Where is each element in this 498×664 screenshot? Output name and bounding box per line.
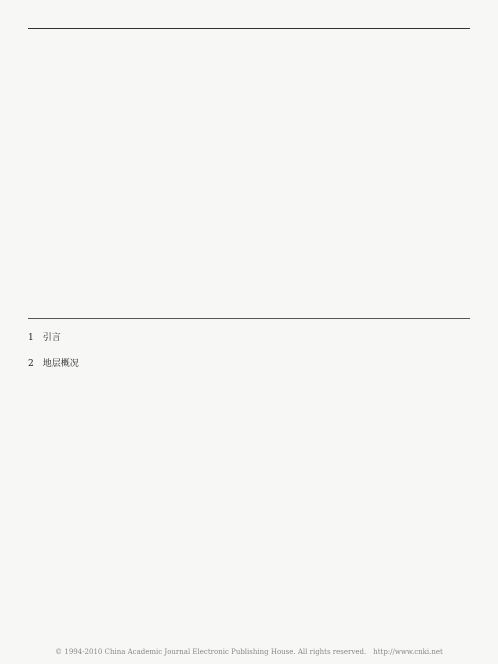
- section-divider: [28, 318, 470, 319]
- section-1-heading: 1 引言: [28, 333, 61, 343]
- left-column: [28, 328, 236, 378]
- copyright-footer: © 1994-2010 China Academic Journal Electronic Publishing House. All rights reserved. http://www.cnki.net: [55, 648, 443, 656]
- running-header: [28, 12, 470, 29]
- section-2-heading: 2 地层概况: [28, 359, 79, 369]
